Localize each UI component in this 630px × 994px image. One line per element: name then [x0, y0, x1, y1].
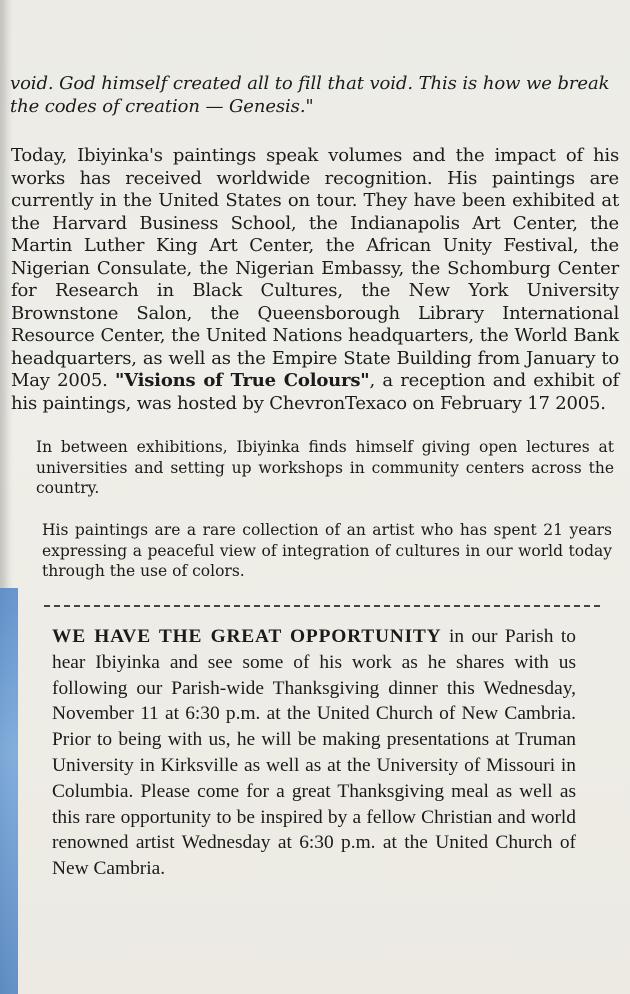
recognition-text: Today, Ibiyinka's paintings speak volumes and the impact of his works has received worldwide recognition. His paintings are currently in the United States on tour. They have been exhibited at the Harvard Business School, the Indianapolis Art Center, the Martin Luther King Art Center, the African Unity Festival, the Nigerian Consulate, the Nigerian Embassy, the Schomburg Center for Research in Black Cultures, the New York University Brownstone Salon, the Queensborough Library International Resource Center, the United Nations headquarters, the World Bank headquarters, as well as the Empire State Building from January to May 2005. — [11, 145, 619, 391]
recognition-paragraph — [11, 145, 619, 415]
announcement-body: in our Parish to hear Ibiyinka and see some of his work as he shares with us following our Parish-wide Thanksgiving dinner this Wednesday, November 11 at 6:30 p.m. at the United Church of New Cambria. Prior to being with us, he will be making presentations at Truman University in Kirksville as well as at the University of Missouri in Columbia. Please come for a great Thanksgiving meal as well as this rare opportunity to be inspired by a fellow Christian and world renowned artist Wednesday at 6:30 p.m. at the United Church of New Cambria. — [52, 626, 576, 880]
announcement-headline: WE HAVE THE GREAT OPPORTUNITY — [52, 626, 442, 647]
blue-background-edge — [0, 588, 18, 994]
lectures-paragraph: In between exhibitions, Ibiyinka finds himself giving open lectures at universities and setting up workshops in community centers across the country. — [36, 438, 614, 497]
dashed-divider — [44, 605, 600, 607]
collection-paragraph: His paintings are a rare collection of an artist who has spent 21 years expressing a peaceful view of integration of cultures in our world today through the use of colors. — [42, 521, 612, 580]
exhibit-title: "Visions of True Colours" — [114, 370, 370, 391]
announcement-paragraph — [52, 624, 576, 882]
intro-quote-paragraph: void. God himself created all to fill that void. This is how we break the codes of creation — Genesis." — [10, 73, 610, 117]
recognition-text-end: , a reception and exhibit of his paintings, was hosted by ChevronTexaco on February 17 2005. — [11, 370, 619, 414]
